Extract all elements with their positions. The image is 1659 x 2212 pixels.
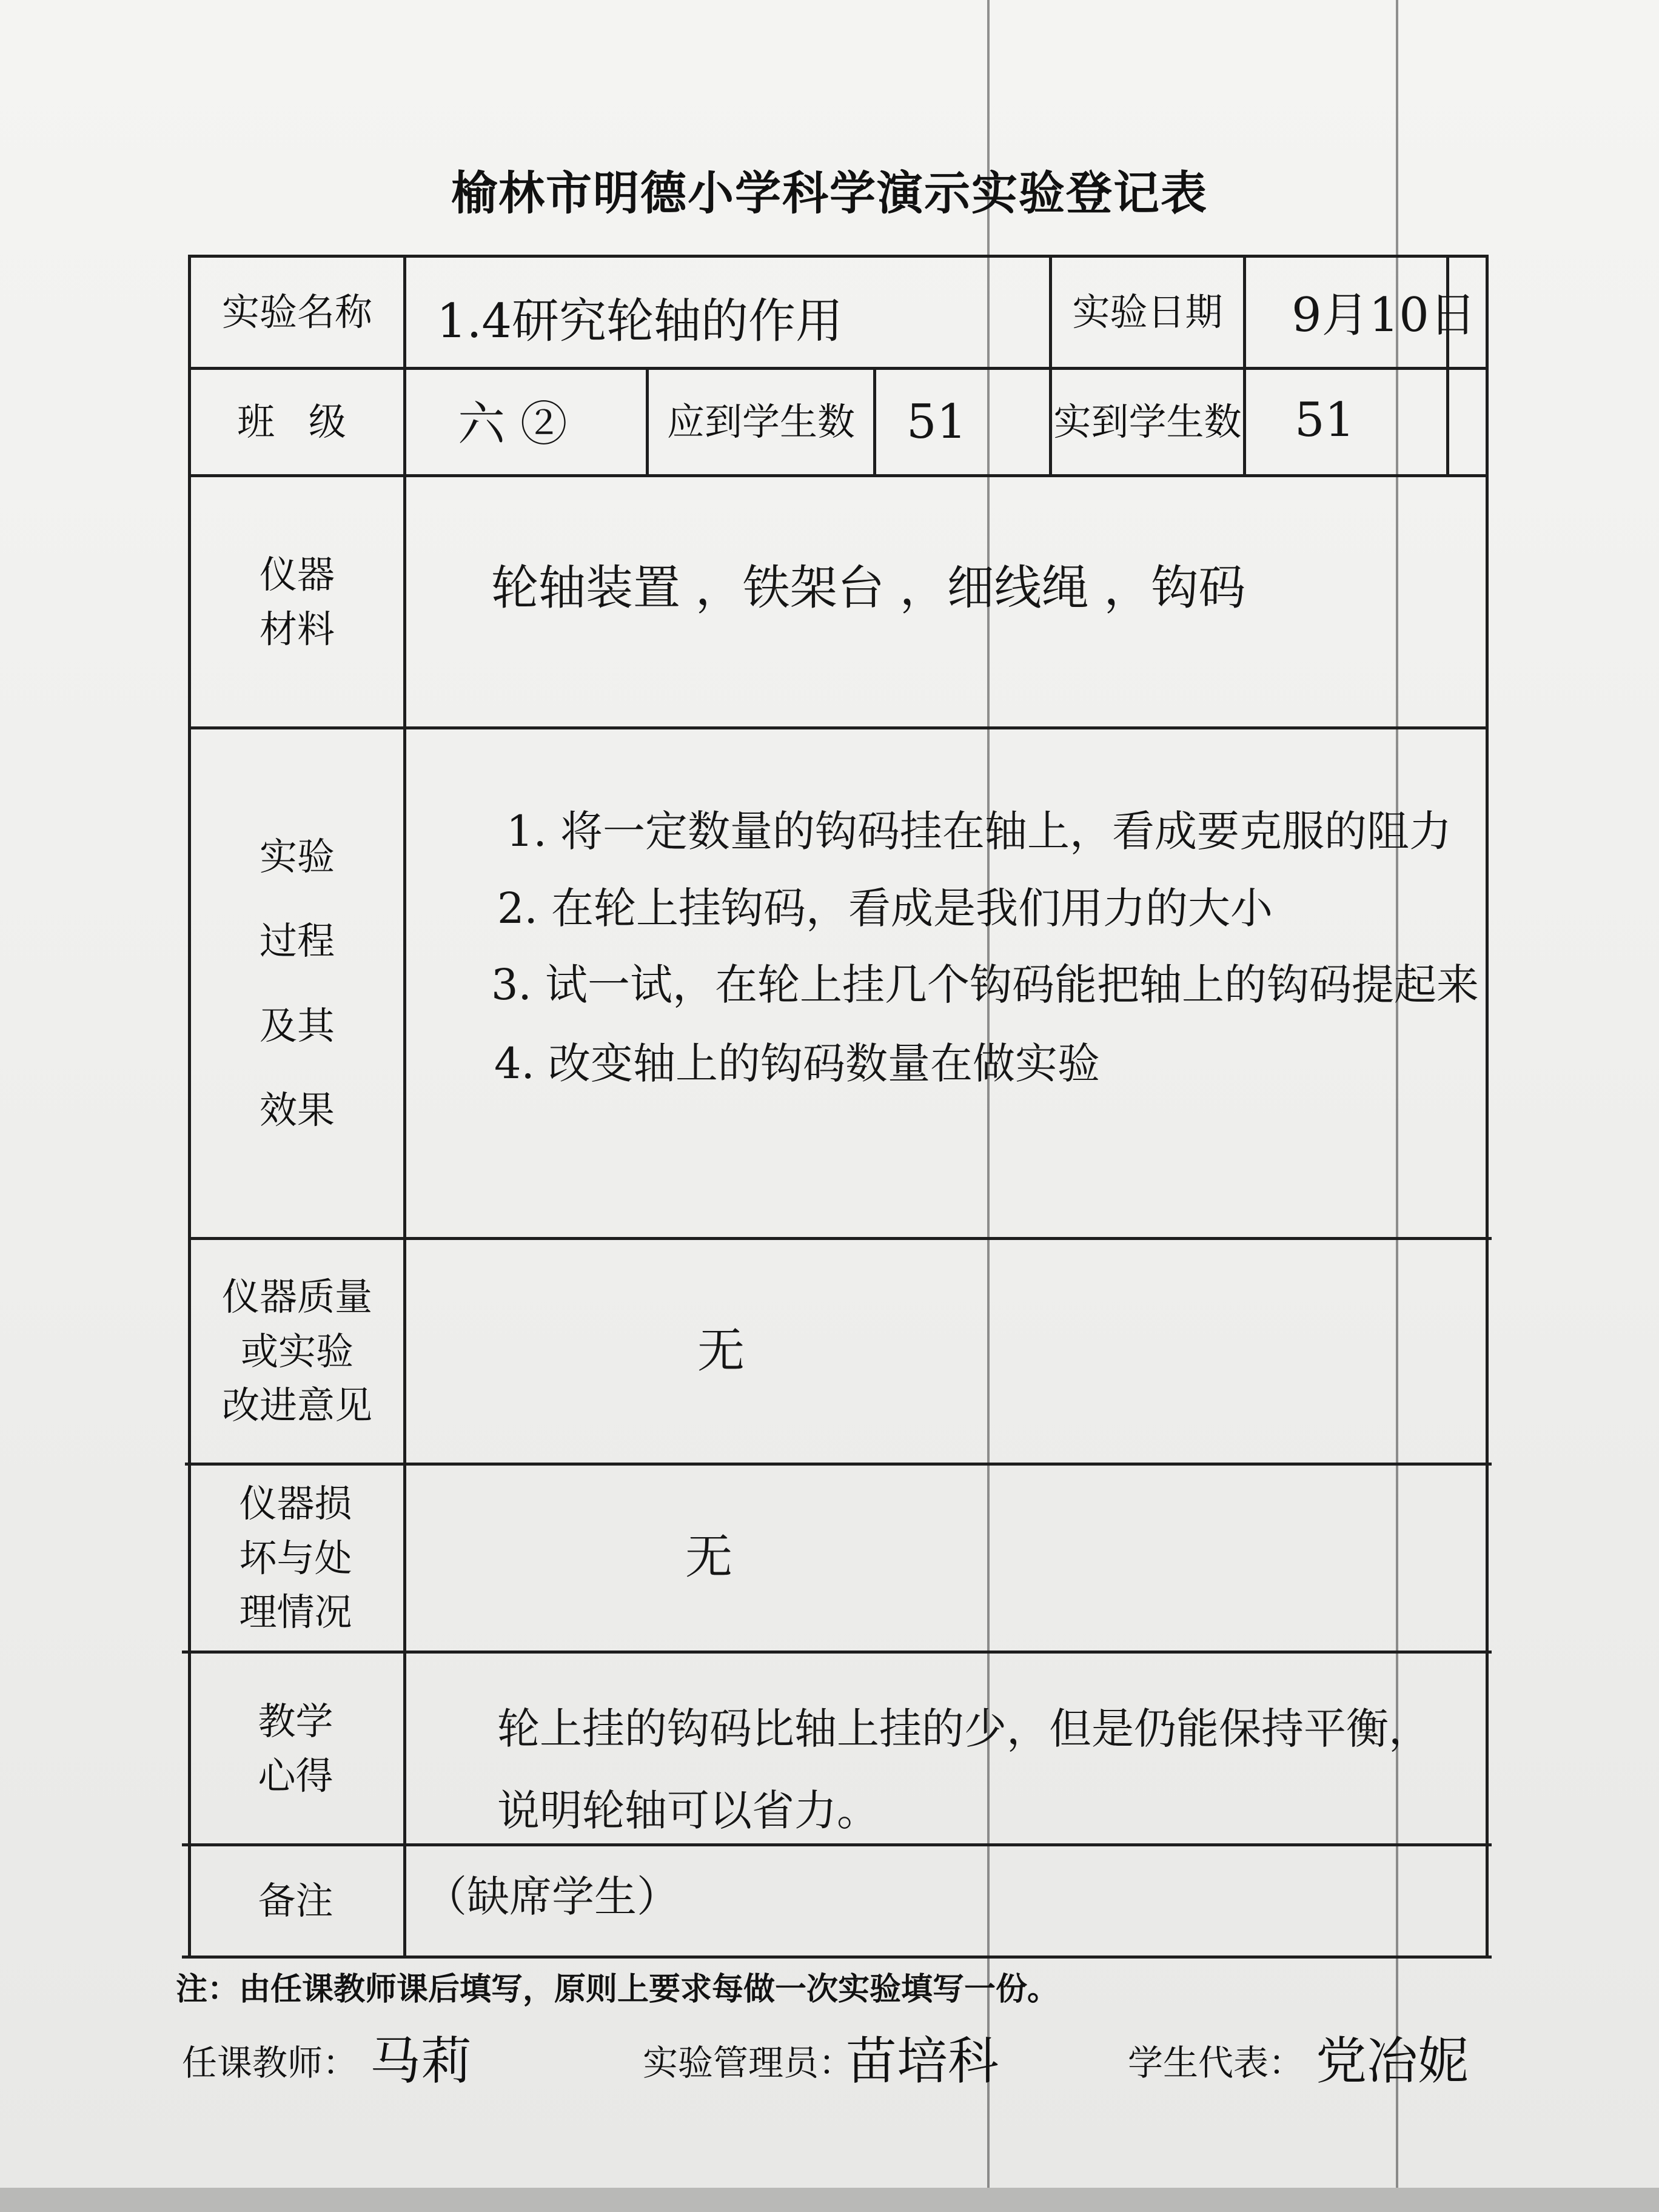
label-expected-students: 应到学生数 <box>666 400 855 444</box>
value-experiment-date: 9月10日 <box>1292 288 1476 343</box>
value-damage: 无 <box>685 1530 733 1584</box>
label-quality-suggestions: 仪器质量 或实验 改进意见 <box>221 1274 372 1428</box>
teacher-label: 任课教师： <box>182 2042 358 2083</box>
process-step-4: 4. 改变轴上的钩码数量在做实验 <box>494 1039 1101 1088</box>
table-surface-edge <box>0 2188 1659 2212</box>
label-actual-students: 实到学生数 <box>1053 400 1242 444</box>
label-experiment-name: 实验名称 <box>221 290 372 335</box>
label-column-divider <box>403 255 406 1959</box>
manager-label: 实验管理员： <box>643 2042 854 2083</box>
registration-table <box>182 255 1492 1959</box>
column-divider <box>873 367 876 474</box>
label-damage: 仪器损 坏与处 理情况 <box>239 1481 352 1635</box>
process-step-2: 2. 在轮上挂钩码，看成是我们用力的大小 <box>497 883 1273 933</box>
value-remarks: （缺席学生） <box>424 1872 679 1922</box>
table-border-right <box>1486 255 1489 1959</box>
value-class: 六 ② <box>458 397 568 452</box>
label-remarks: 备注 <box>258 1879 333 1923</box>
manager-signature: 苗培科 <box>846 2031 999 2091</box>
value-experiment-name: 1.4研究轮轴的作用 <box>437 294 843 349</box>
reflection-line-1: 轮上挂的钩码比轴上挂的少，但是仍能保持平衡， <box>497 1704 1431 1754</box>
label-class: 班 级 <box>237 400 357 444</box>
label-materials: 仪器 材料 <box>259 552 335 651</box>
form-note: 注：由任课教师课后填写，原则上要求每做一次实验填写一份。 <box>176 1971 1059 2008</box>
value-materials: 轮轴装置 ，铁架台 ，细线绳 ，钩码 <box>491 561 1246 615</box>
label-experiment-date: 实验日期 <box>1072 290 1223 335</box>
value-actual-students: 51 <box>1295 393 1355 447</box>
form-title: 榆林市明德小学科学演示实验登记表 <box>451 166 1208 220</box>
value-expected-students: 51 <box>907 395 967 449</box>
process-step-1: 1. 将一定数量的钩码挂在轴上，看成要克服的阻力 <box>506 806 1452 856</box>
process-step-3: 3. 试一试，在轮上挂几个钩码能把轴上的钩码提起来 <box>491 960 1480 1010</box>
column-divider <box>1243 255 1246 474</box>
teacher-signature: 马莉 <box>370 2031 472 2091</box>
student-rep-signature: 党冶妮 <box>1316 2031 1469 2091</box>
label-reflection: 教学 心得 <box>258 1698 333 1798</box>
table-border-bottom <box>182 1956 1492 1959</box>
label-process: 实验 过程 及其 效果 <box>259 834 335 1132</box>
student-rep-label: 学生代表： <box>1128 2042 1304 2083</box>
value-quality-suggestions: 无 <box>697 1324 745 1378</box>
reflection-line-2: 说明轮轴可以省力。 <box>497 1786 879 1835</box>
